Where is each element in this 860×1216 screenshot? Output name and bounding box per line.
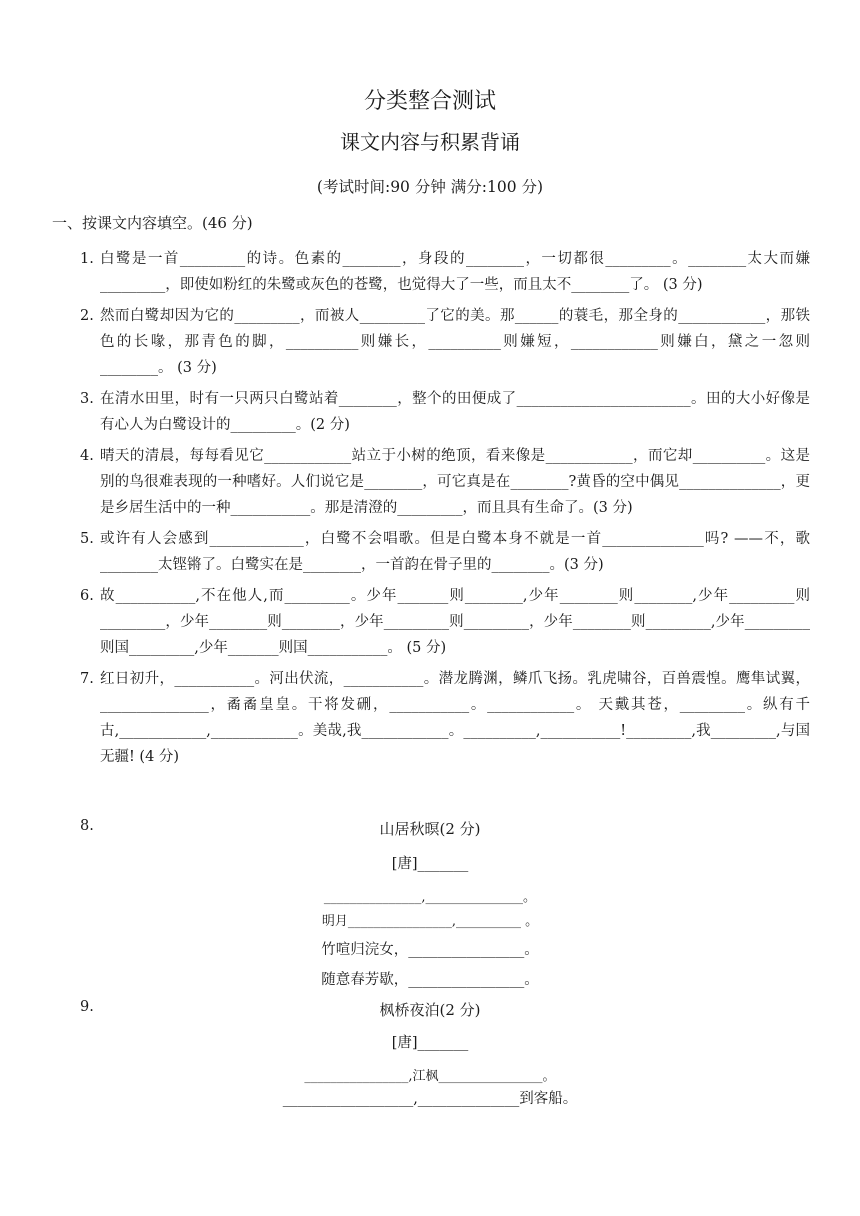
exam-info: (考试时间:90 分钟 满分:100 分)	[316, 178, 544, 196]
poem-9-line: ________________,江枫________________。	[304, 1069, 556, 1084]
section-heading: 一、按课文内容填空。(46 分)	[52, 214, 253, 232]
question-text: 然而白鹭却因为它的_________，而被人_________了它的美。那______的蓑毛，那全身的____________，那铁色的长喙，那青色的脚，__________则嫌长，__________则嫌短，____________则嫌白，黛之一忽则________。 (3 分)	[100, 308, 810, 376]
question-number: 6.	[80, 588, 94, 604]
question-number: 4.	[80, 448, 94, 464]
poem-9-title: 枫桥夜泊(2 分)	[379, 1001, 481, 1019]
question-item	[80, 666, 810, 770]
question-number: 7.	[80, 671, 94, 687]
poem-9-line: __________________,______________到客船。	[282, 1091, 578, 1107]
question-text: 故___________,不在他人,而_________。少年_______则________,少年________则________,少年_________则_________，少年________则________，少年_________则_________，少年________则_________,少年_________则国_________,少年_______则国___________。 (5 分)	[100, 588, 810, 656]
page-title: 分类整合测试	[363, 89, 496, 114]
question-item	[80, 386, 810, 438]
question-number: 1.	[80, 251, 94, 267]
question-item	[80, 583, 810, 661]
poem-8-author: [唐]_______	[391, 856, 469, 872]
poem-8-line: 随意春芳歇，________________。	[321, 972, 539, 988]
question-item	[80, 303, 810, 381]
poem-9-author: [唐]_______	[391, 1035, 469, 1051]
question-text: 红日初升，___________。河出伏流，___________。潜龙腾渊，鳞爪飞扬。乳虎啸谷，百兽震惶。鹰隼试翼，_______________，矞矞皇皇。干将发硎，___________。____________。 天戴其苍，_________。纵有千古,____________,____________。美哉,我____________。__________,___________!_________,我_________,与国无疆! (4 分)	[100, 671, 810, 765]
question-text: 在清水田里，时有一只两只白鹭站着________，整个的田便成了________________________。田的大小好像是有心人为白鹭设计的_________。(2 分)	[100, 391, 810, 433]
question-text: 白鹭是一首_________的诗。色素的________，身段的________，一切都很_________。________太大而嫌_________，即使如粉红的朱鹭或灰色的苍鹭，也觉得大了一些，而且太不________了。 (3 分)	[100, 251, 810, 293]
poem-8-line: _______________,_______________。	[323, 890, 537, 905]
poem-8-number: 8.	[80, 818, 94, 834]
question-text: 或许有人会感到_____________，白鹭不会唱歌。但是白鹭本身不就是一首______________吗? ——不，歌________太铿锵了。白鹭实在是________，一首韵在骨子里的________。(3 分)	[100, 531, 810, 573]
poem-8-title: 山居秋暝(2 分)	[379, 820, 481, 838]
page-subtitle: 课文内容与积累背诵	[340, 130, 520, 154]
poem-8-line: 明月________________,__________ 。	[321, 914, 539, 929]
question-list	[80, 246, 810, 775]
question-number: 3.	[80, 391, 94, 407]
poem-8-line: 竹喧归浣女，________________。	[321, 942, 539, 958]
question-number: 2.	[80, 308, 94, 324]
poem-9-number: 9.	[80, 999, 94, 1015]
question-item	[80, 526, 810, 578]
question-item	[80, 246, 810, 298]
question-text: 晴天的清晨，每每看见它____________站立于小树的绝顶，看来像是____________，而它却__________。这是别的鸟很难表现的一种嗜好。人们说它是________，可它真是在________?黄昏的空中偶见______________，更是乡居生活中的一种___________。那是清澄的_________，而且具有生命了。(3 分)	[100, 448, 810, 516]
question-item	[80, 443, 810, 521]
question-number: 5.	[80, 531, 94, 547]
